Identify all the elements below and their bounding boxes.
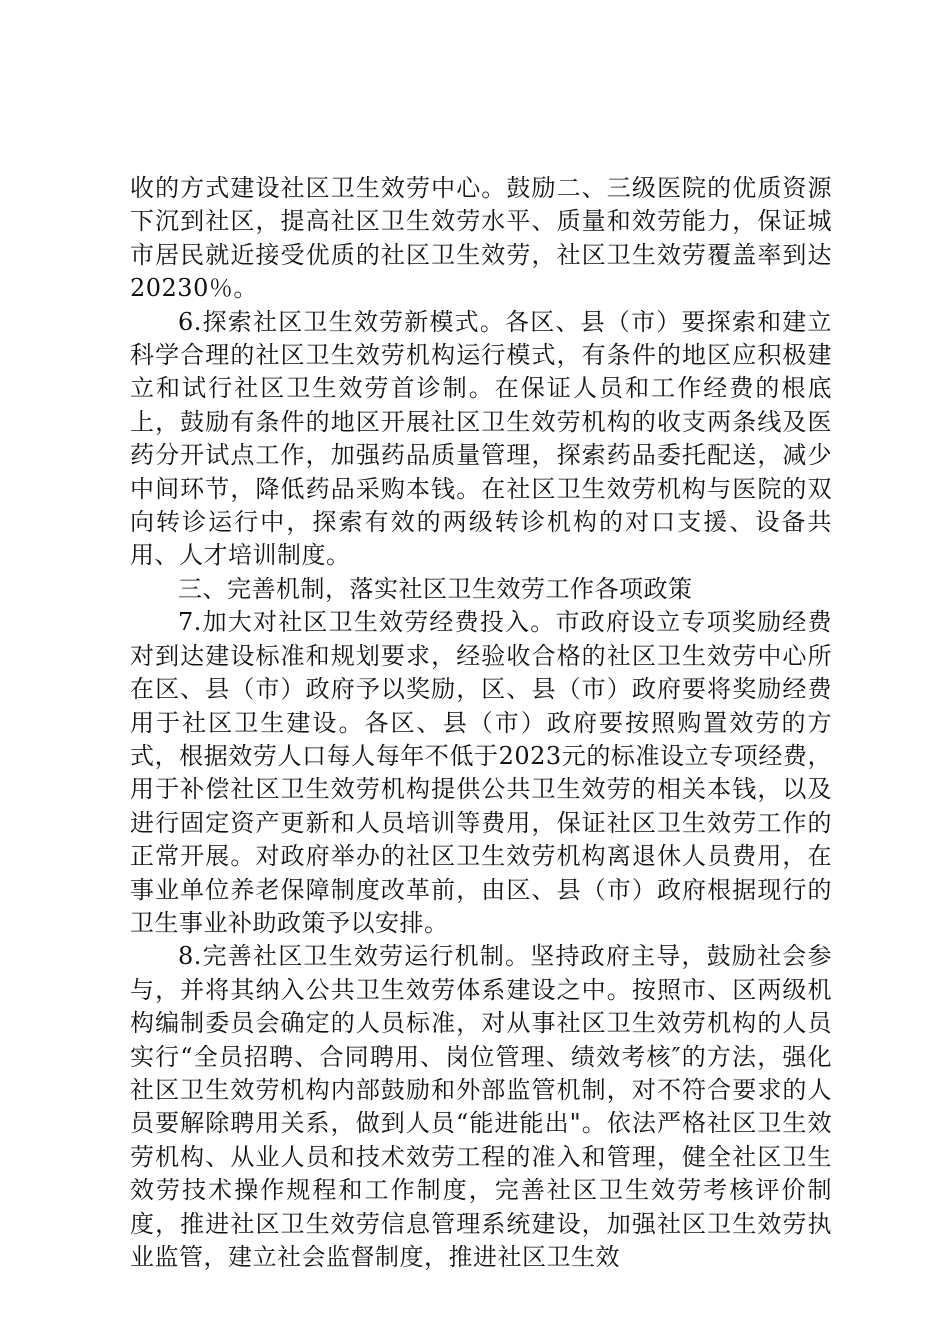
- document-page: [130, 172, 832, 1274]
- paragraph-2: 6.探索社区卫生效劳新模式。各区、县（市）要探索和建立科学合理的社区卫生效劳机构运行模式，有条件的地区应积极建立和试行社区卫生效劳首诊制。在保证人员和工作经费的根底上，鼓励有条件的地区开展社区卫生效劳机构的收支两条线及医药分开试点工作，加强药品质量管理，探索药品委托配送，减少中间环节，降低药品采购本钱。在社区卫生效劳机构与医院的双向转诊运行中，探索有效的两级转诊机构的对口支援、设备共用、人才培训制度。: [130, 307, 832, 570]
- paragraph-3: 7.加大对社区卫生效劳经费投入。市政府设立专项奖励经费对到达建设标准和规划要求，经验收合格的社区卫生效劳中心所在区、县（市）政府予以奖励，区、县（市）政府要将奖励经费用于社区卫生建设。各区、县（市）政府要按照购置效劳的方式，根据效劳人口每人每年不低于2023元的标准设立专项经费，用于补偿社区卫生效劳机构提供公共卫生效劳的相关本钱，以及进行固定资产更新和人员培训等费用，保证社区卫生效劳工作的正常开展。对政府举办的社区卫生效劳机构离退休人员费用，在事业单位养老保障制度改革前，由区、县（市）政府根据现行的卫生事业补助政策予以安排。: [130, 608, 832, 937]
- section-heading: 三、完善机制，落实社区卫生效劳工作各项政策: [178, 574, 693, 603]
- paragraph-1: 收的方式建设社区卫生效劳中心。鼓励二、三级医院的优质资源下沉到社区，提高社区卫生效劳水平、质量和效劳能力，保证城市居民就近接受优质的社区卫生效劳，社区卫生效劳覆盖率到达20230％。: [130, 174, 832, 303]
- paragraph-4: 8.完善社区卫生效劳运行机制。坚持政府主导，鼓励社会参与，并将其纳入公共卫生效劳体系建设之中。按照市、区两级机构编制委员会确定的人员标准，对从事社区卫生效劳机构的人员实行“全员招聘、合同聘用、岗位管理、绩效考核″的方法，强化社区卫生效劳机构内部鼓励和外部监管机制，对不符合要求的人员要解除聘用关系，做到人员“能进能出"。依法严格社区卫生效劳机构、从业人员和技术效劳工程的准入和管理，健全社区卫生效劳技术操作规程和工作制度，完善社区卫生效劳考核评价制度，推进社区卫生效劳信息管理系统建设，加强社区卫生效劳执业监管，建立社会监督制度，推进社区卫生效: [130, 942, 832, 1271]
